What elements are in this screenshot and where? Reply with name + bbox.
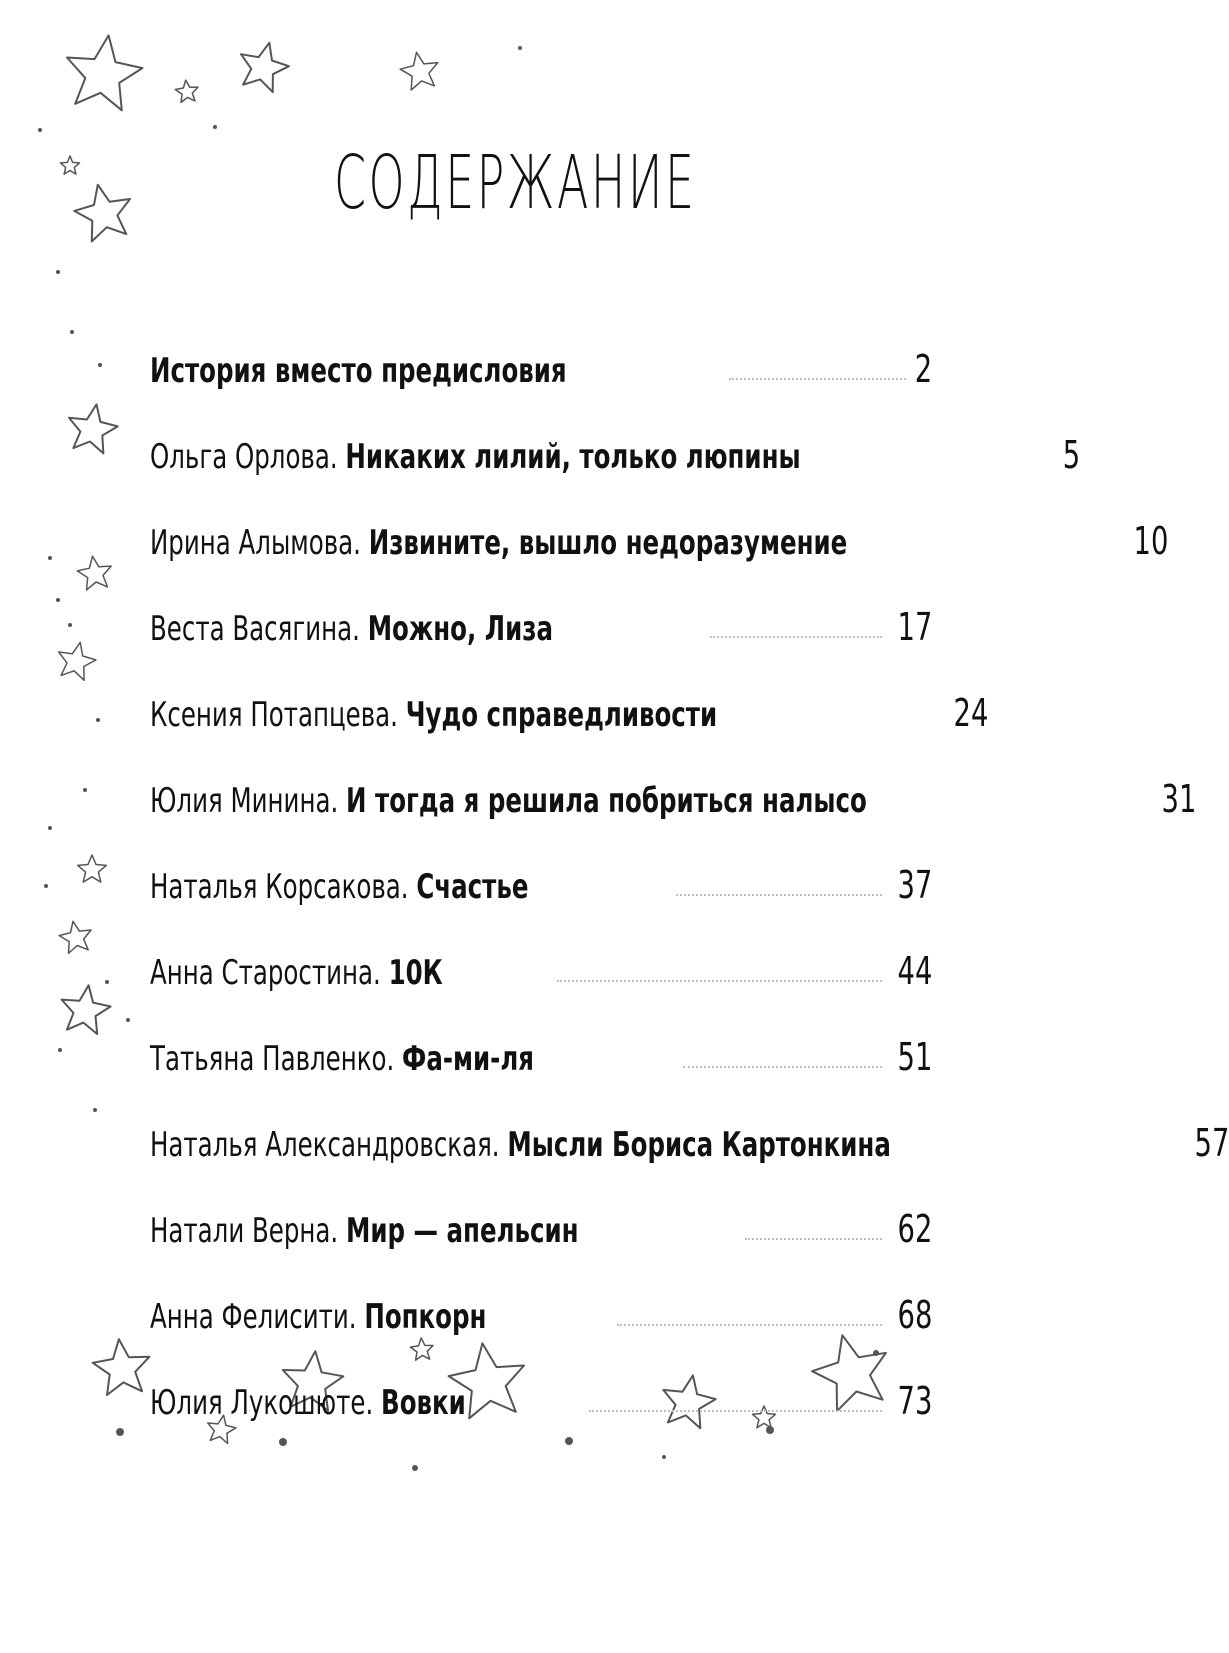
entry-work: Счастье <box>416 867 529 907</box>
dot-decoration <box>83 788 87 792</box>
dot-decoration <box>38 128 42 132</box>
entry-page-number: 57 <box>1194 1121 1229 1165</box>
entry-work: История вместо предисловия <box>150 351 567 391</box>
entry-page-number: 37 <box>897 863 932 907</box>
toc-entry[interactable] <box>150 1076 1229 1165</box>
entry-author: Татьяна Павленко. <box>150 1039 395 1079</box>
dot-decoration <box>56 270 60 274</box>
star-icon <box>241 43 289 92</box>
star-icon <box>59 642 96 680</box>
entry-title <box>150 1297 487 1337</box>
entry-work: Мысли Бориса Картонкина <box>507 1125 891 1165</box>
star-icon <box>77 556 111 590</box>
dot-leader <box>710 635 882 638</box>
entry-work: Мир — апельсин <box>345 1211 579 1251</box>
entry-title <box>150 695 718 735</box>
dot-leader <box>683 1065 881 1068</box>
star-icon <box>67 35 142 110</box>
dot-leader <box>557 979 882 982</box>
dot-decoration <box>279 1438 287 1446</box>
entry-page-number: 17 <box>897 605 932 649</box>
dot-decoration <box>96 718 100 722</box>
entry-page-number: 68 <box>897 1293 932 1337</box>
entry-author: Наталья Александровская. <box>150 1125 500 1165</box>
dot-decoration <box>662 1455 666 1459</box>
toc-entry[interactable] <box>150 732 1197 821</box>
entry-title <box>150 1125 891 1165</box>
star-icon <box>62 985 111 1034</box>
dot-leader <box>745 1237 881 1240</box>
entry-page-number: 73 <box>897 1379 932 1423</box>
dot-leader <box>729 377 906 380</box>
toc-entry[interactable] <box>150 1162 932 1251</box>
star-icon <box>400 52 438 90</box>
entry-work: Попкорн <box>364 1297 487 1337</box>
entry-title <box>150 953 443 993</box>
entry-work: Никаких лилий, только люпины <box>345 437 801 477</box>
entry-title <box>150 523 848 563</box>
entry-work: Извините, вышло недоразумение <box>368 523 848 563</box>
entry-author: Юлия Минина. <box>150 781 339 821</box>
entry-author: Ксения Потапцева. <box>150 695 398 735</box>
dot-decoration <box>126 1018 130 1022</box>
entry-work: Чудо справедливости <box>405 695 718 735</box>
entry-work: 10К <box>388 953 443 993</box>
entry-page-number: 10 <box>1133 519 1169 563</box>
dot-decoration <box>213 125 217 129</box>
entry-author: Натали Верна. <box>150 1211 339 1251</box>
dot-decoration <box>48 556 52 560</box>
entry-author: Юлия Лукошюте. <box>150 1383 374 1423</box>
entry-page-number: 2 <box>914 347 932 391</box>
dot-decoration <box>56 598 60 602</box>
toc-entry[interactable] <box>150 818 932 907</box>
star-icon <box>175 80 198 102</box>
star-icon <box>93 1339 150 1395</box>
entry-author: Анна Фелисити. <box>150 1297 357 1337</box>
dot-decoration <box>68 623 72 627</box>
dot-decoration <box>116 1428 124 1436</box>
entry-title <box>150 1211 579 1251</box>
entry-work: Можно, Лиза <box>367 609 554 649</box>
toc-entry[interactable] <box>150 990 932 1079</box>
entry-title <box>150 609 554 649</box>
star-icon <box>59 921 91 953</box>
star-icon <box>61 156 80 174</box>
dot-decoration <box>93 1108 97 1112</box>
dot-decoration <box>48 826 52 830</box>
entry-author: Веста Васягина. <box>150 609 360 649</box>
table-of-contents <box>150 302 1229 1423</box>
star-icon <box>78 855 107 882</box>
entry-page-number: 24 <box>953 691 989 735</box>
toc-entry[interactable] <box>150 474 1169 563</box>
entry-author: Наталья Корсакова. <box>150 867 409 907</box>
dot-leader <box>617 1323 881 1326</box>
toc-entry[interactable] <box>150 302 932 391</box>
entry-work: Фа-ми-ля <box>402 1039 534 1079</box>
star-icon <box>69 404 118 453</box>
star-icon <box>74 185 130 242</box>
toc-entry[interactable] <box>150 646 989 735</box>
entry-page-number: 62 <box>897 1207 932 1251</box>
dot-decoration <box>105 980 109 984</box>
dot-decoration <box>518 46 522 50</box>
dot-leader <box>589 1409 882 1412</box>
entry-title <box>150 351 567 391</box>
toc-entry[interactable] <box>150 1334 932 1423</box>
page-title: СОДЕРЖАНИЕ <box>333 140 697 226</box>
dot-decoration <box>565 1437 573 1445</box>
toc-entry[interactable] <box>150 388 1080 477</box>
entry-author: Ирина Алымова. <box>150 523 361 563</box>
entry-title <box>150 1383 466 1423</box>
dot-decoration <box>98 363 102 367</box>
entry-author: Ольга Орлова. <box>150 437 338 477</box>
dot-decoration <box>766 1426 774 1434</box>
toc-entry[interactable] <box>150 1248 932 1337</box>
entry-author: Анна Старостина. <box>150 953 381 993</box>
dot-decoration <box>44 884 48 888</box>
dot-decoration <box>58 1048 62 1052</box>
entry-title <box>150 781 867 821</box>
toc-entry[interactable] <box>150 560 932 649</box>
entry-page-number: 5 <box>1062 433 1080 477</box>
entry-title <box>150 867 529 907</box>
toc-entry[interactable] <box>150 904 932 993</box>
entry-page-number: 51 <box>897 1035 932 1079</box>
entry-page-number: 31 <box>1161 777 1197 821</box>
dot-decoration <box>412 1465 418 1471</box>
entry-title <box>150 437 801 477</box>
entry-page-number: 44 <box>897 949 932 993</box>
entry-title <box>150 1039 534 1079</box>
entry-work: Вовки <box>381 1383 466 1423</box>
entry-work: И тогда я решила побриться налысо <box>346 781 867 821</box>
dot-decoration <box>70 330 74 334</box>
dot-leader <box>676 893 882 896</box>
